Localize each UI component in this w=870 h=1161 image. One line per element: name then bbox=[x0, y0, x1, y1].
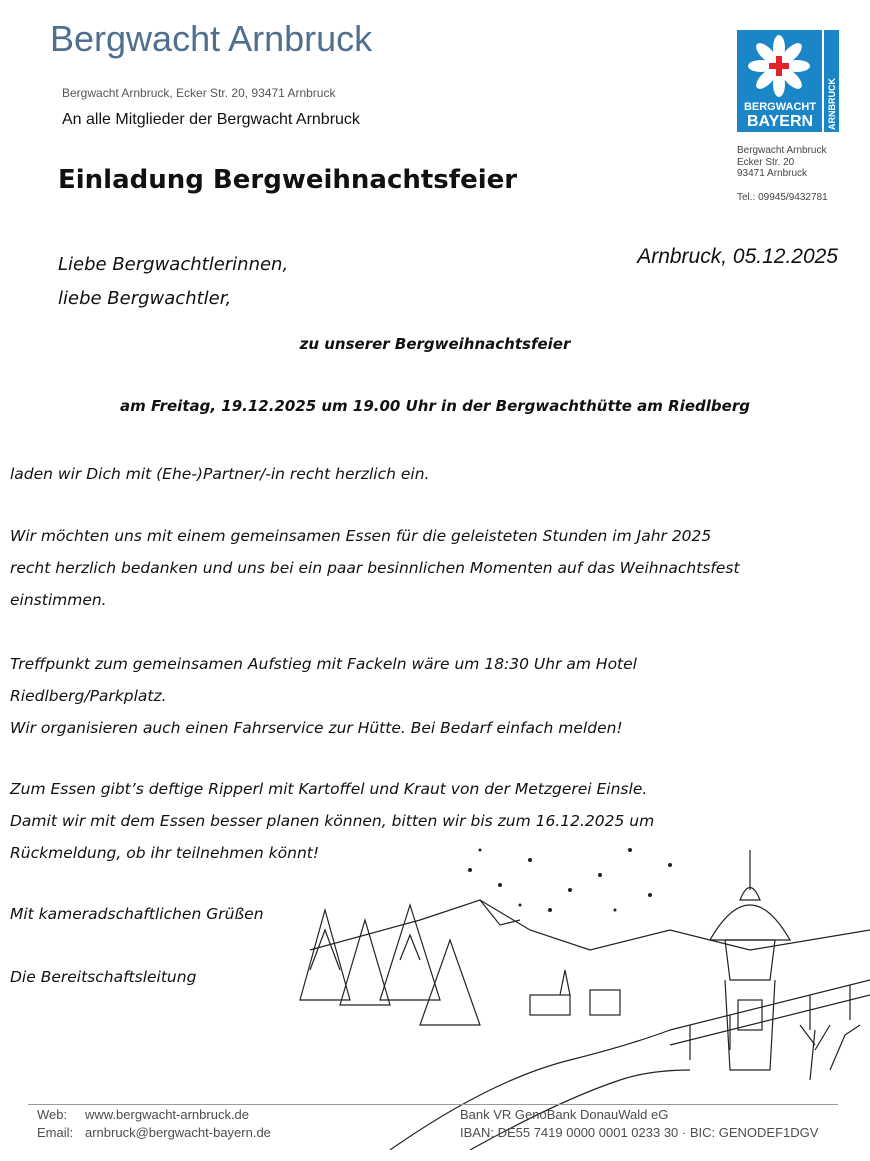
text-line: Wir organisieren auch einen Fahrservice zur Hütte. Bei Bedarf einfach melden! bbox=[10, 719, 623, 737]
paragraph-thanks bbox=[10, 520, 865, 616]
bergwacht-bayern-logo bbox=[737, 30, 839, 132]
paragraph-meeting-point bbox=[10, 648, 865, 744]
logo-side-text: ARNBRUCK bbox=[827, 78, 837, 130]
text-line: recht herzlich bedanken und uns bei ein paar besinnlichen Momenten auf das Weihnachtsfest bbox=[10, 559, 740, 577]
text-line: Zum Essen gibt’s deftige Ripperl mit Kartoffel und Kraut von der Metzgerei Einsle. bbox=[10, 780, 648, 798]
logo-text-line2: BAYERN bbox=[746, 113, 814, 130]
return-address bbox=[737, 145, 827, 180]
closing-greeting: Mit kameradschaftlichen Grüßen bbox=[10, 905, 264, 923]
subheading-event: zu unserer Bergweihnachtsfeier bbox=[299, 335, 571, 353]
paragraph-food bbox=[10, 773, 865, 869]
footer-bank bbox=[460, 1106, 818, 1142]
text-line: Rückmeldung, ob ihr teilnehmen könnt! bbox=[10, 844, 320, 862]
logo-text-line1: BERGWACHT bbox=[743, 101, 817, 113]
signature: Die Bereitschaftsleitung bbox=[10, 968, 197, 986]
address-city: 93471 Arnbruck bbox=[737, 168, 808, 179]
edelweiss-icon bbox=[748, 35, 810, 97]
web-link[interactable]: www.bergwacht-arnbruck.de bbox=[85, 1107, 250, 1122]
bank-name: Bank VR GenoBank DonauWald eG bbox=[460, 1107, 669, 1122]
letter-title: Einladung Bergweihnachtsfeier bbox=[58, 165, 518, 195]
sender-address-line: Bergwacht Arnbruck, Ecker Str. 20, 93471 Arnbruck bbox=[62, 86, 336, 100]
text-line: Treffpunkt zum gemeinsamen Aufstieg mit Fackeln wäre um 18:30 Uhr am Hotel bbox=[10, 655, 637, 673]
email-label: Email: bbox=[37, 1125, 74, 1140]
subheading-date-location: am Freitag, 19.12.2025 um 19.00 Uhr in der Bergwachthütte am Riedlberg bbox=[120, 397, 750, 415]
text-line: einstimmen. bbox=[10, 591, 107, 609]
paragraph-invitation bbox=[10, 458, 865, 490]
letter-date: Arnbruck, 05.12.2025 bbox=[637, 245, 838, 268]
address-name: Bergwacht Arnbruck bbox=[737, 145, 827, 156]
text-line: Damit wir mit dem Essen besser planen können, bitten wir bis zum 16.12.2025 um bbox=[10, 812, 655, 830]
text-line: laden wir Dich mit (Ehe-)Partner/-in recht herzlich ein. bbox=[10, 465, 430, 483]
footer-divider bbox=[28, 1104, 838, 1105]
footer-contact bbox=[37, 1106, 271, 1142]
telephone: Tel.: 09945/9432781 bbox=[737, 192, 828, 203]
web-label: Web: bbox=[37, 1107, 68, 1122]
organization-name: Bergwacht Arnbruck bbox=[50, 18, 373, 59]
address-street: Ecker Str. 20 bbox=[737, 156, 795, 168]
text-line: Riedlberg/Parkplatz. bbox=[10, 687, 167, 705]
bank-iban: IBAN: DE55 7419 0000 0001 0233 30 · BIC: GENODEF1DGV bbox=[460, 1125, 819, 1140]
text-line: Wir möchten uns mit einem gemeinsamen Essen für die geleisteten Stunden im Jahr 2025 bbox=[10, 527, 712, 545]
salutation-1: Liebe Bergwachtlerinnen, bbox=[58, 254, 289, 275]
recipient-line: An alle Mitglieder der Bergwacht Arnbruck bbox=[62, 111, 360, 128]
email-link[interactable]: arnbruck@bergwacht-bayern.de bbox=[85, 1125, 271, 1140]
salutation-2: liebe Bergwachtler, bbox=[58, 288, 232, 309]
